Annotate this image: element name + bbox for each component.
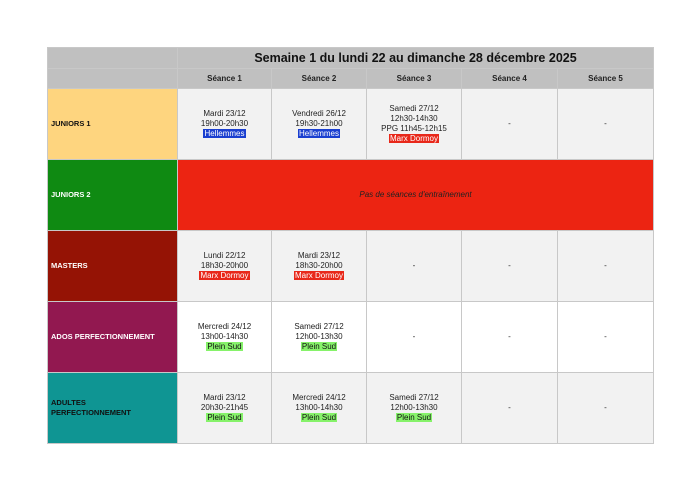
session-day: Mardi 23/12 xyxy=(203,393,246,402)
empty-cell: - xyxy=(462,373,558,444)
empty-cell: - xyxy=(367,302,462,373)
location-badge: Marx Dormoy xyxy=(200,271,249,280)
session-cell xyxy=(178,302,272,373)
empty-cell: - xyxy=(558,231,654,302)
session-cell xyxy=(367,373,462,444)
session-time: 12h30-14h30 xyxy=(390,114,438,123)
session-time: 18h30-20h00 xyxy=(200,261,249,270)
session-cell xyxy=(367,89,462,160)
empty-cell: - xyxy=(462,302,558,373)
location-badge: Marx Dormoy xyxy=(389,134,438,143)
session-time: 18h30-20h00 xyxy=(295,261,343,270)
session-time: 20h30-21h45 xyxy=(200,403,249,412)
session-day: Samedi 27/12 xyxy=(389,104,439,113)
location-badge: Plein Sud xyxy=(207,342,242,351)
session-day: Mercredi 24/12 xyxy=(197,322,252,331)
empty-cell: - xyxy=(558,302,654,373)
column-header-seance-4: Séance 4 xyxy=(462,69,558,89)
group-label-line: PERFECTIONNEMENT xyxy=(51,408,132,417)
location-badge: Plein Sud xyxy=(301,342,337,351)
session-day: Mercredi 24/12 xyxy=(292,393,346,402)
session-cell xyxy=(178,373,272,444)
location-badge: Hellemmes xyxy=(298,129,339,138)
session-day: Samedi 27/12 xyxy=(294,322,344,331)
location-badge: Marx Dormoy xyxy=(294,271,343,280)
location-badge: Hellemmes xyxy=(204,129,245,138)
corner-cell xyxy=(48,69,178,89)
session-cell xyxy=(272,302,367,373)
group-row-adultes-perfectionnement xyxy=(48,373,654,444)
empty-cell: - xyxy=(367,231,462,302)
session-day: Mardi 23/12 xyxy=(203,109,246,118)
column-header-seance-3: Séance 3 xyxy=(367,69,462,89)
group-row-masters xyxy=(48,231,654,302)
training-schedule-table xyxy=(47,47,654,444)
column-header-seance-5: Séance 5 xyxy=(558,69,654,89)
session-cell xyxy=(178,89,272,160)
group-label: MASTERS xyxy=(48,231,178,302)
session-day: Mardi 23/12 xyxy=(297,251,341,260)
session-time: 12h00-13h30 xyxy=(295,332,343,341)
empty-cell: - xyxy=(462,89,558,160)
column-header-seance-2: Séance 2 xyxy=(272,69,367,89)
group-label: JUNIORS 2 xyxy=(48,160,178,231)
column-header-seance-1: Séance 1 xyxy=(178,69,272,89)
column-header-row xyxy=(48,69,654,89)
empty-cell: - xyxy=(462,231,558,302)
session-time: 19h00-20h30 xyxy=(200,119,249,128)
location-badge: Plein Sud xyxy=(207,413,242,422)
empty-cell: - xyxy=(558,89,654,160)
group-label xyxy=(48,373,178,444)
group-row-juniors-1 xyxy=(48,89,654,160)
corner-cell xyxy=(48,48,178,69)
session-time: 13h00-14h30 xyxy=(200,332,249,341)
title-row xyxy=(48,48,654,69)
session-extra: PPG 11h45-12h15 xyxy=(381,124,447,133)
group-row-ados-perfectionnement xyxy=(48,302,654,373)
session-time: 13h00-14h30 xyxy=(295,403,343,412)
group-label-line: ADULTES xyxy=(51,398,86,407)
location-badge: Plein Sud xyxy=(301,413,337,422)
location-badge: Plein Sud xyxy=(396,413,432,422)
session-cell xyxy=(272,373,367,444)
group-row-juniors-2 xyxy=(48,160,654,231)
session-day: Lundi 22/12 xyxy=(203,251,246,260)
session-cell xyxy=(272,231,367,302)
session-day: Samedi 27/12 xyxy=(389,393,439,402)
group-label: ADOS PERFECTIONNEMENT xyxy=(48,302,178,373)
session-cell xyxy=(178,231,272,302)
group-label: JUNIORS 1 xyxy=(48,89,178,160)
session-day: Vendredi 26/12 xyxy=(292,109,346,118)
no-sessions-cell: Pas de séances d'entraînement xyxy=(178,160,654,231)
session-cell xyxy=(272,89,367,160)
week-title: Semaine 1 du lundi 22 au dimanche 28 décembre 2025 xyxy=(178,48,654,69)
empty-cell: - xyxy=(558,373,654,444)
session-time: 12h00-13h30 xyxy=(390,403,438,412)
session-time: 19h30-21h00 xyxy=(295,119,343,128)
